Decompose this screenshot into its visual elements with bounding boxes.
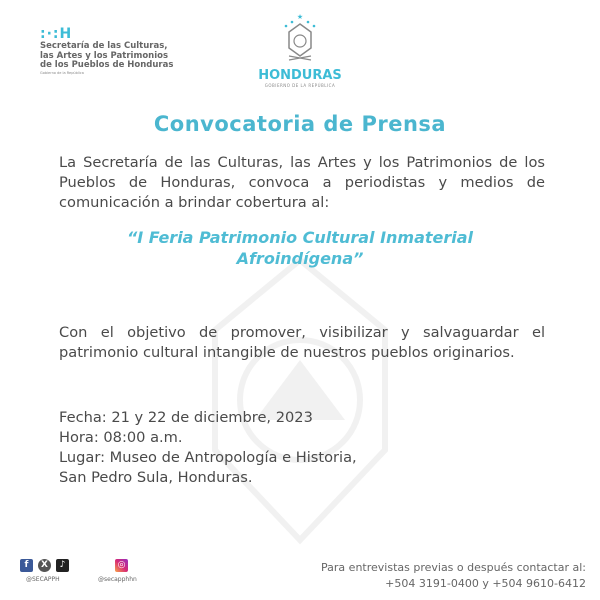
country-sub: GOBIERNO DE LA REPÚBLICA: [264, 83, 336, 88]
social-group-2: [98, 559, 137, 583]
event-name-line-2: Afroindígena”: [236, 249, 364, 268]
secretariat-mark: :·:H: [40, 26, 73, 42]
contact-phones: +504 3191-0400 y +504 9610-6412: [385, 577, 586, 590]
page-title: Convocatoria de Prensa: [153, 112, 447, 136]
instagram-icon[interactable]: ◎: [115, 559, 128, 572]
intro-paragraph: La Secretaría de las Culturas, las Artes y los Patrimonios de los Pueblos de Honduras, convoca a periodistas y medios de comunicación a brindar cobertura al:: [59, 154, 545, 211]
facebook-icon[interactable]: f: [20, 559, 33, 572]
x-icon[interactable]: X: [38, 559, 51, 572]
coat-of-arms-watermark: [185, 250, 415, 550]
event-details: [59, 408, 357, 488]
country-name: HONDURAS: [258, 68, 342, 83]
secretariat-logo: [40, 26, 173, 75]
event-name: [0, 227, 600, 269]
contact-info: [321, 560, 586, 592]
tiktok-icon[interactable]: ♪: [56, 559, 69, 572]
secretariat-sub: Gobierno de la República: [40, 70, 84, 75]
secretariat-name-1: Secretaría de las Culturas,: [40, 41, 168, 51]
event-name-line-1: “I Feria Patrimonio Cultural Inmaterial: [126, 228, 474, 247]
secretariat-name-2: las Artes y los Patrimonios: [40, 50, 169, 61]
detail-city: San Pedro Sula, Honduras.: [59, 469, 253, 486]
contact-label: Para entrevistas previas o después contactar al:: [321, 561, 586, 574]
detail-place: Lugar: Museo de Antropología e Historia,: [59, 449, 357, 466]
svg-text:★: ★: [296, 13, 304, 21]
social-handle-2: @secapphhn: [98, 576, 137, 583]
detail-date: Fecha: 21 y 22 de diciembre, 2023: [59, 409, 313, 426]
secretariat-name-3: de los Pueblos de Honduras: [40, 60, 174, 70]
objective-paragraph: Con el objetivo de promover, visibilizar y salvaguardar el patrimonio cultural intangible de nuestros pueblos originarios.: [59, 324, 545, 361]
honduras-logo: [250, 12, 350, 88]
detail-time: Hora: 08:00 a.m.: [59, 429, 183, 446]
social-group-1: [18, 559, 69, 583]
social-handle-1: @SECAPPH: [26, 576, 60, 583]
coat-of-arms-icon: [280, 12, 320, 62]
